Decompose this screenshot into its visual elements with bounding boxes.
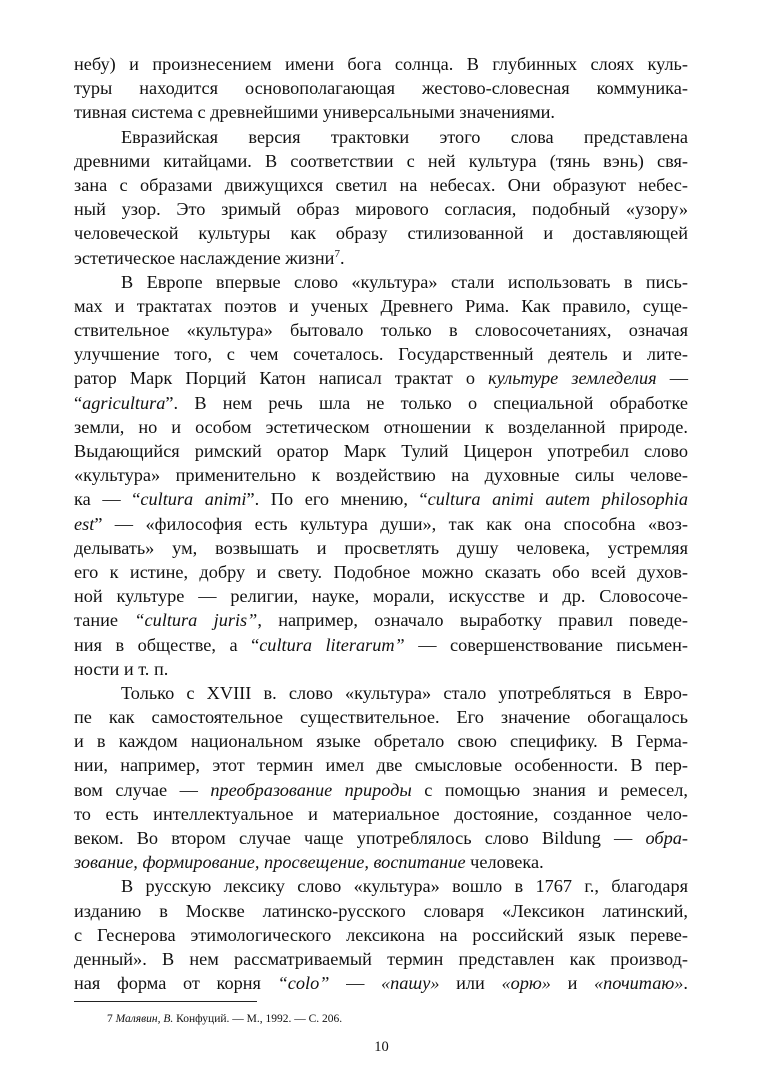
italic-text: преобразование природы <box>210 779 412 800</box>
text-line <box>74 850 688 874</box>
text-segment: ка — “ <box>74 489 141 510</box>
text-segment: и в каждом национальном языке обретало свою специфику. В Герма- <box>74 731 688 752</box>
text-line <box>74 173 688 197</box>
text-line <box>74 826 688 850</box>
footnote-ref: 7 <box>334 247 340 260</box>
text-line <box>74 874 688 898</box>
text-segment: Только с XVIII в. слово «культура» стало употребляться в Евро- <box>121 682 688 703</box>
text-segment: и <box>550 973 594 994</box>
text-line <box>74 391 688 415</box>
text-segment: В Европе впервые слово «культура» стали использовать в пись- <box>121 271 688 292</box>
footnote-divider <box>74 1001 257 1002</box>
text-segment: Выдающийся римский оратор Марк Тулий Цицерон употребил слово <box>74 441 688 461</box>
text-line <box>74 705 688 729</box>
text-line <box>74 729 688 753</box>
text-line <box>74 802 688 826</box>
text-segment: его к истине, добру и свету. Подобное можно сказать обо всей духов- <box>74 561 688 582</box>
text-segment: «культура» применительно к воздействию на духовные силы челове- <box>74 465 688 486</box>
text-line <box>74 608 688 632</box>
text-segment: ности и т. п. <box>74 658 169 679</box>
italic-text: “colo” <box>277 973 330 994</box>
text-segment: веком. Во втором случае чаще употреблялось слово Bildung — <box>74 828 646 848</box>
footnote-author: Малявин, В. <box>115 1013 174 1025</box>
text-segment: эстетическое наслаждение жизни <box>74 247 335 268</box>
text-segment: ный узор. Это зримый образ мирового согласия, подобный «узору» <box>74 199 688 220</box>
text-segment: древними китайцами. В соответствии с ней культура (тянь вэнь) свя- <box>74 150 688 171</box>
footnote-number: 7 <box>107 1013 113 1025</box>
text-segment: с помощью знания и ремесел, <box>411 779 688 800</box>
italic-text: культуре земледелия <box>488 368 657 389</box>
text-line <box>74 947 688 971</box>
text-line <box>74 778 688 802</box>
text-segment: земли, но и особом эстетическом отношении к возделанной природе. <box>74 416 688 437</box>
text-line <box>74 294 688 318</box>
text-segment: . <box>339 247 345 268</box>
text-segment: нии, например, этот термин имел две смысловые особенности. В пер- <box>74 755 688 776</box>
text-line <box>74 149 688 173</box>
text-line <box>74 463 688 487</box>
text-line <box>74 560 688 584</box>
text-line <box>74 512 688 536</box>
footnote-source: Конфуций. — М., 1992. — С. 206. <box>173 1013 343 1025</box>
text-segment: “ <box>74 392 83 413</box>
text-line <box>74 100 688 124</box>
text-line <box>74 76 688 100</box>
text-line <box>74 342 688 366</box>
text-segment: делывать» ум, возвышать и просветлять душу человека, устремляя <box>74 537 688 558</box>
text-segment: ”. В нем речь шла не только о специальной обработке <box>165 392 688 413</box>
footnote <box>107 1012 342 1026</box>
text-segment: ратор Марк Порций Катон написал трактат о <box>74 368 489 389</box>
text-segment: человеческой культуры как образу стилизованной и доставляющей <box>74 223 688 244</box>
text-segment: тивная система с древнейшими универсальными значениями. <box>74 102 555 123</box>
italic-text: agricultura <box>82 392 166 413</box>
text-line <box>74 439 688 463</box>
italic-text: «почитаю» <box>594 973 684 994</box>
text-segment: с Геснерова этимологического лексикона на российский язык переве- <box>74 924 688 945</box>
italic-text: est <box>74 513 95 534</box>
text-segment: ная форма от корня <box>74 973 278 994</box>
text-segment: ной культуре — религии, науке, морали, искусстве и др. Словосоче- <box>74 586 688 607</box>
italic-text: cultura animi <box>140 489 247 510</box>
italic-text: “cultura juris” <box>134 610 258 631</box>
text-segment: ния в обществе, а “ <box>74 634 260 655</box>
text-segment: мах и трактатах поэтов и ученых Древнего Рима. Как правило, суще- <box>74 295 688 316</box>
text-line <box>74 125 688 149</box>
text-line <box>74 318 688 342</box>
text-segment: — совершенствование письмен- <box>404 634 688 655</box>
text-segment: вом случае — <box>74 779 211 800</box>
text-segment: туры находится основополагающая жестово-словесная коммуника- <box>74 78 688 99</box>
text-line <box>74 487 688 511</box>
text-segment: ”. По его мнению, “ <box>246 489 428 510</box>
text-segment: ” — «философия есть культура души», так как она способна «воз- <box>94 513 688 534</box>
text-line <box>74 536 688 560</box>
text-segment: Евразийская версия трактовки этого слова представлена <box>121 126 688 147</box>
text-line <box>74 923 688 947</box>
text-line <box>74 221 688 245</box>
text-line <box>74 657 688 681</box>
text-line <box>74 415 688 439</box>
text-segment: или <box>439 973 502 994</box>
text-segment: улучшение того, с чем сочеталось. Государственный деятель и лите- <box>74 344 688 365</box>
text-line <box>74 246 688 270</box>
text-line <box>74 899 688 923</box>
italic-text: cultura literarum” <box>259 634 405 655</box>
text-line <box>74 52 688 76</box>
text-line <box>74 366 688 390</box>
italic-text: «пашу» <box>381 973 440 994</box>
text-line <box>74 197 688 221</box>
text-line <box>74 971 688 995</box>
text-segment: — <box>656 368 688 389</box>
italic-text: cultura animi autem philosophia <box>427 489 688 510</box>
text-segment: . <box>683 973 688 994</box>
text-segment: тание <box>74 610 135 631</box>
text-segment: — <box>329 973 381 994</box>
text-segment: денный». В нем рассматриваемый термин представлен как производ- <box>74 948 688 969</box>
italic-text: «орю» <box>501 973 551 994</box>
text-line <box>74 681 688 705</box>
italic-text: зование, формирование, просвещение, воспитание <box>74 852 466 873</box>
body-text <box>74 52 688 995</box>
text-segment: В русскую лексику слово «культура» вошло в 1767 г., благодаря <box>121 876 688 897</box>
page-number: 10 <box>374 1039 389 1055</box>
text-segment: пе как самостоятельное существительное. Его значение обогащалось <box>74 707 688 728</box>
text-line <box>74 270 688 294</box>
text-segment: человека. <box>465 852 544 873</box>
text-segment: то есть интеллектуальное и материальное достояние, созданное чело- <box>74 803 688 824</box>
text-line <box>74 753 688 777</box>
text-segment: зана с образами движущихся светил на небесах. Они образуют небес- <box>74 174 688 195</box>
text-segment: небу) и произнесением имени бога солнца. В глубинных слоях куль- <box>74 54 688 74</box>
text-segment: ствительное «культура» бытовало только в словосочетаниях, означая <box>74 320 688 341</box>
text-segment: изданию в Москве латинско-русского словаря «Лексикон латинский, <box>74 900 688 921</box>
text-segment: , например, означало выработку правил поведе- <box>257 610 688 631</box>
text-line <box>74 633 688 657</box>
italic-text: обра- <box>645 828 688 848</box>
text-line <box>74 584 688 608</box>
